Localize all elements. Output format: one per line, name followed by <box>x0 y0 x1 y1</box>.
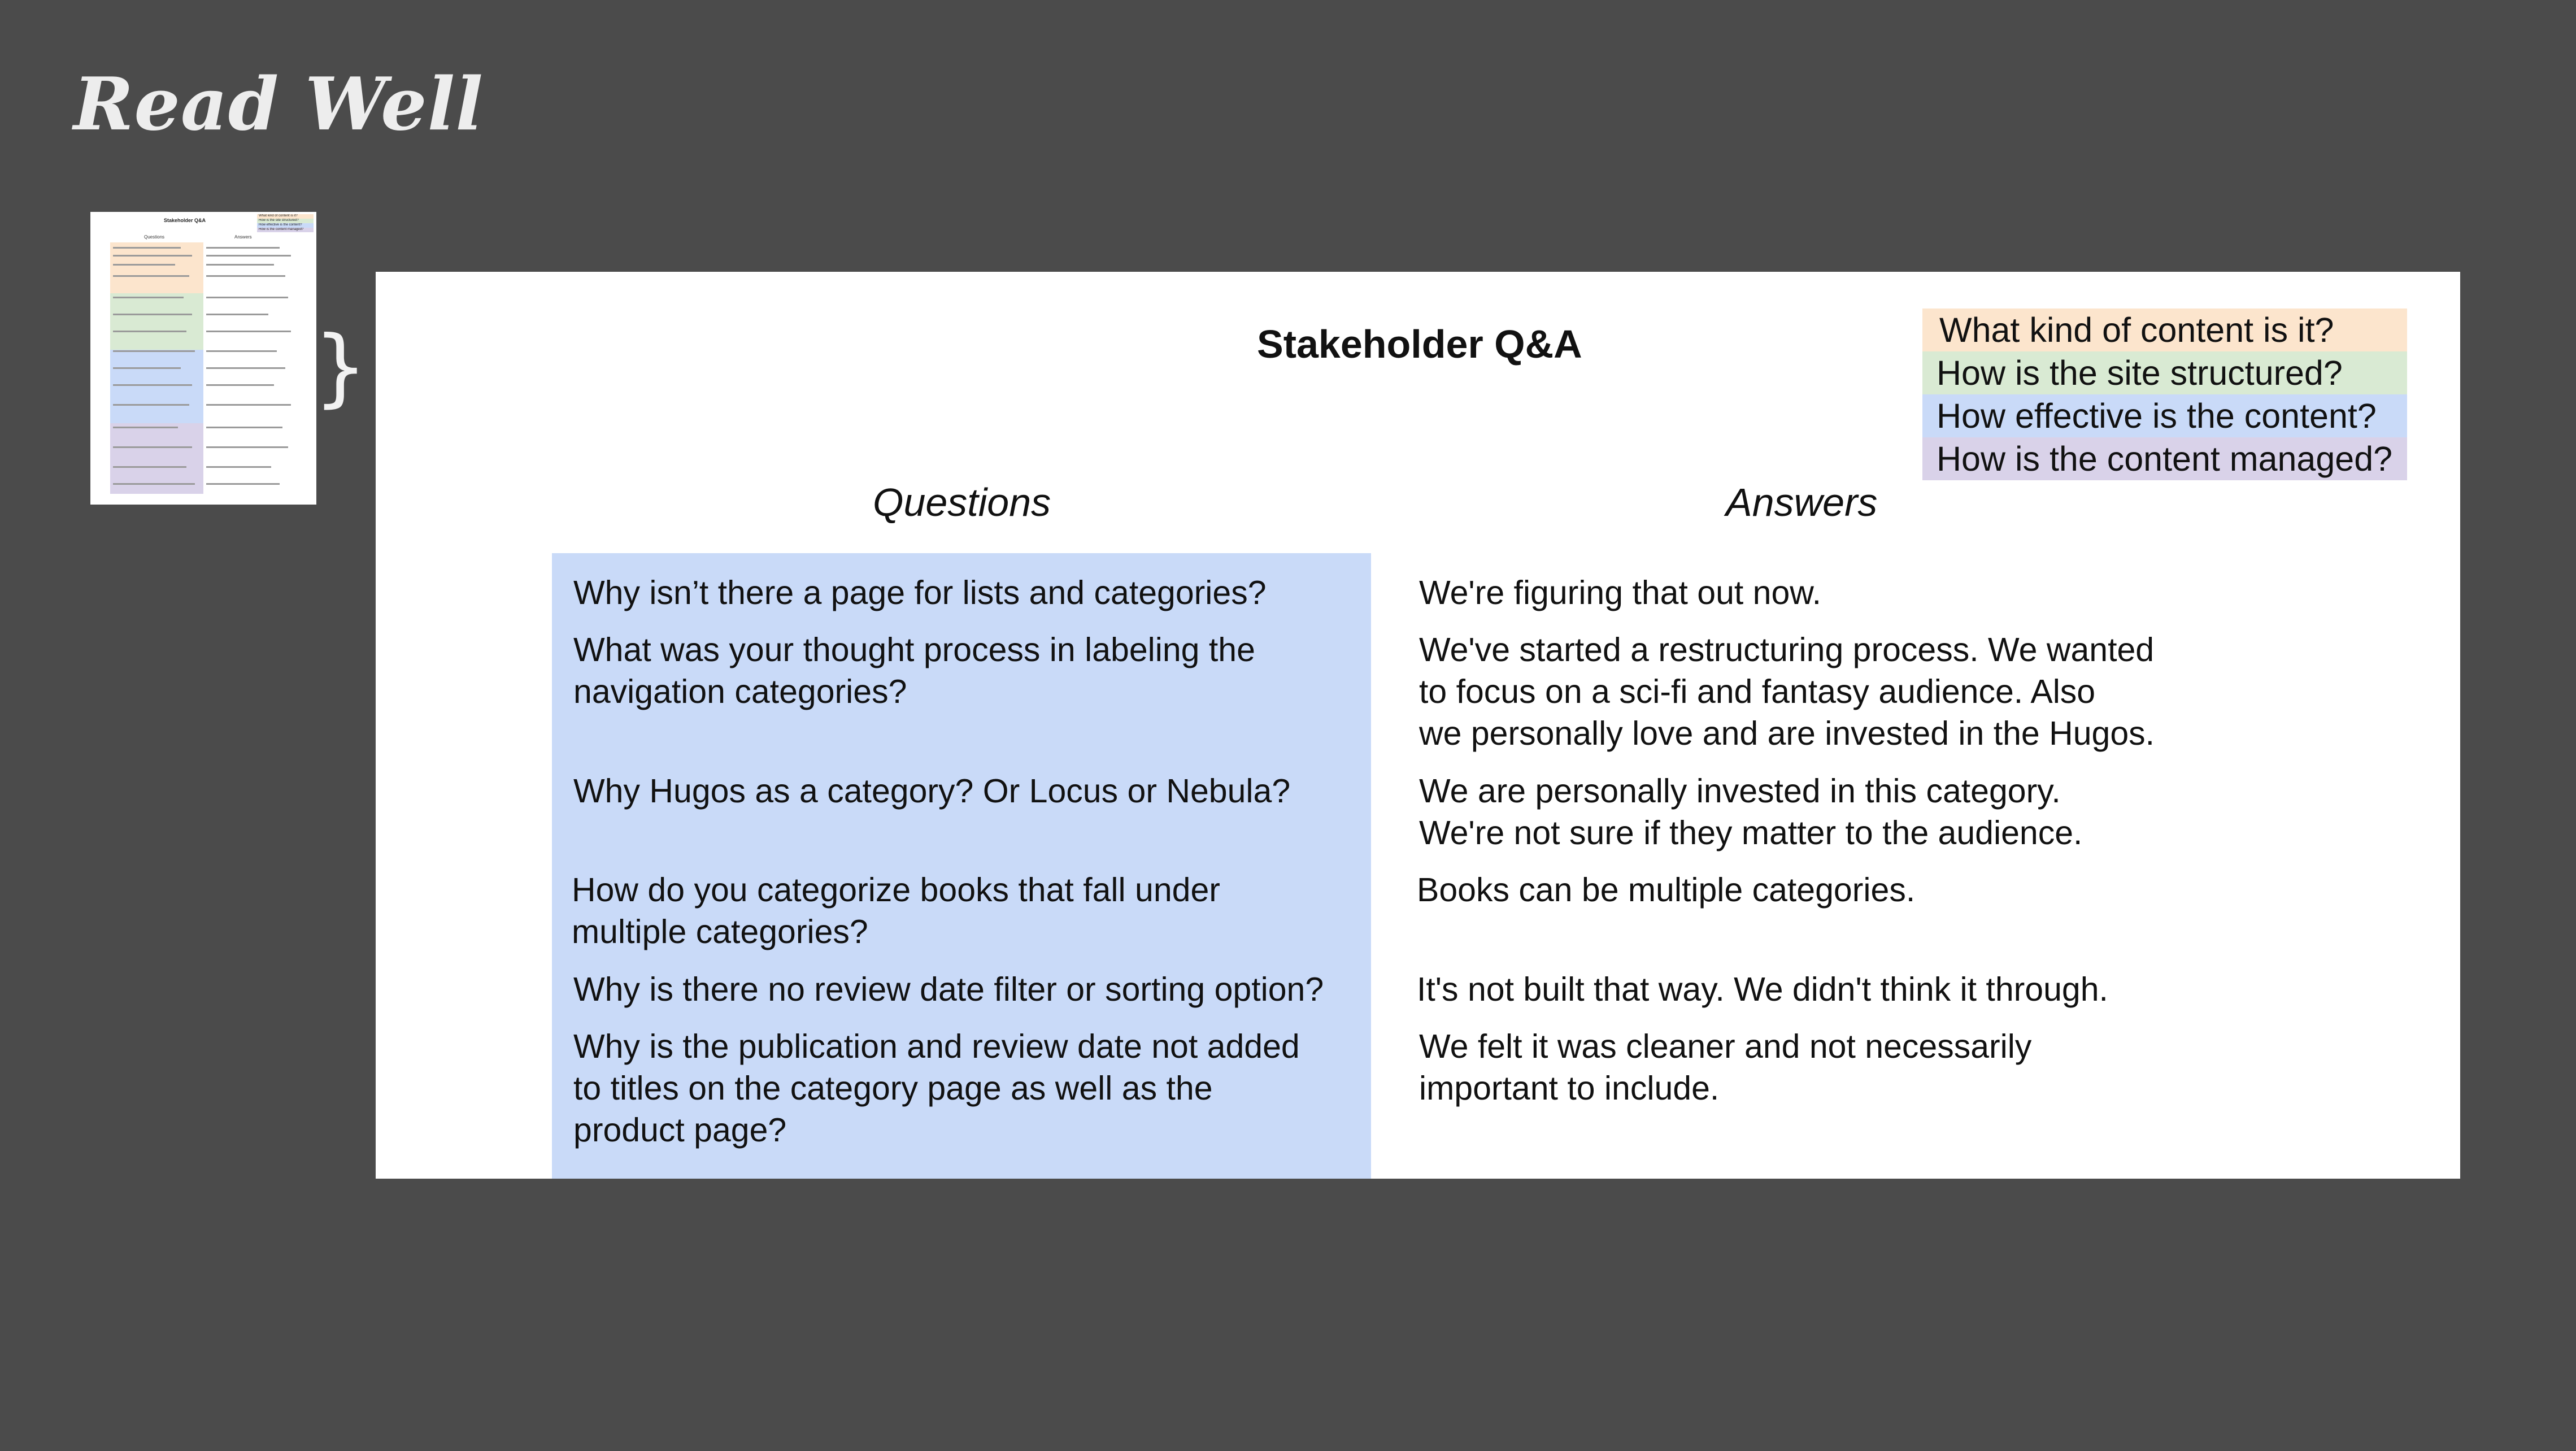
thumbnail-legend-item: How is the content managed? <box>257 228 314 232</box>
question-text <box>572 869 1220 953</box>
question-line: What was your thought process in labeling the <box>573 631 1255 668</box>
answer-line: It's not built that way. We didn't think it through. <box>1417 971 2108 1008</box>
question-line: navigation categories? <box>573 673 907 710</box>
legend-item-content-type: What kind of content is it? <box>1922 309 2407 351</box>
answer-line: We're not sure if they matter to the audience. <box>1419 814 2083 852</box>
question-line: Why Hugos as a category? Or Locus or Nebula? <box>573 772 1291 810</box>
stakeholder-qa-slide <box>376 272 2460 1179</box>
thumbnail-legend <box>257 214 314 232</box>
question-line: Why is the publication and review date not added <box>573 1028 1300 1065</box>
answer-line: we personally love and are invested in the Hugos. <box>1419 715 2155 752</box>
answer-text <box>1417 869 1915 911</box>
question-line: Why is there no review date filter or sorting option? <box>573 971 1324 1008</box>
answers-header: Answers <box>1726 480 1878 524</box>
slide-title: Stakeholder Q&A <box>1257 322 1582 366</box>
question-line: multiple categories? <box>572 913 868 950</box>
question-text <box>573 1026 1300 1151</box>
question-line: to titles on the category page as well as the <box>573 1070 1213 1107</box>
answer-text <box>1419 572 1821 614</box>
answer-text <box>1419 629 2155 754</box>
answer-line: We felt it was cleaner and not necessarily <box>1419 1028 2032 1065</box>
answer-line: Books can be multiple categories. <box>1417 871 1916 909</box>
question-text <box>573 572 1267 614</box>
question-text <box>573 770 1290 812</box>
questions-header: Questions <box>873 480 1051 524</box>
question-text <box>573 629 1255 713</box>
question-line: product page? <box>573 1111 787 1149</box>
legend-item-content-effectiveness: How effective is the content? <box>1922 394 2407 437</box>
answer-text <box>1419 1026 2031 1109</box>
thumbnail-answers-header: Answers <box>234 234 252 240</box>
thumbnail-questions-header: Questions <box>144 234 165 240</box>
answer-line: important to include. <box>1419 1070 1720 1107</box>
legend-item-content-management: How is the content managed? <box>1922 437 2407 480</box>
answer-text <box>1417 968 2108 1010</box>
document-thumbnail[interactable] <box>90 212 316 505</box>
thumbnail-legend-item: How is the site structured? <box>257 219 314 223</box>
question-line: Why isn’t there a page for lists and categories? <box>573 574 1267 611</box>
brace-icon: } <box>314 318 368 416</box>
category-legend <box>1922 309 2407 480</box>
thumbnail-legend-item: How effective is the content? <box>257 223 314 228</box>
answer-text <box>1419 770 2082 854</box>
question-text <box>573 968 1324 1010</box>
thumbnail-legend-item: What kind of content is it? <box>257 214 314 219</box>
answer-line: We're figuring that out now. <box>1419 574 1822 611</box>
brand-logo: Read Well <box>73 62 484 147</box>
question-line: How do you categorize books that fall under <box>572 871 1220 909</box>
answer-line: to focus on a sci-fi and fantasy audience. Also <box>1419 673 2096 710</box>
answer-line: We are personally invested in this category. <box>1419 772 2061 810</box>
legend-item-site-structure: How is the site structured? <box>1922 351 2407 394</box>
answer-line: We've started a restructuring process. We wanted <box>1419 631 2155 668</box>
thumbnail-title: Stakeholder Q&A <box>164 218 206 223</box>
